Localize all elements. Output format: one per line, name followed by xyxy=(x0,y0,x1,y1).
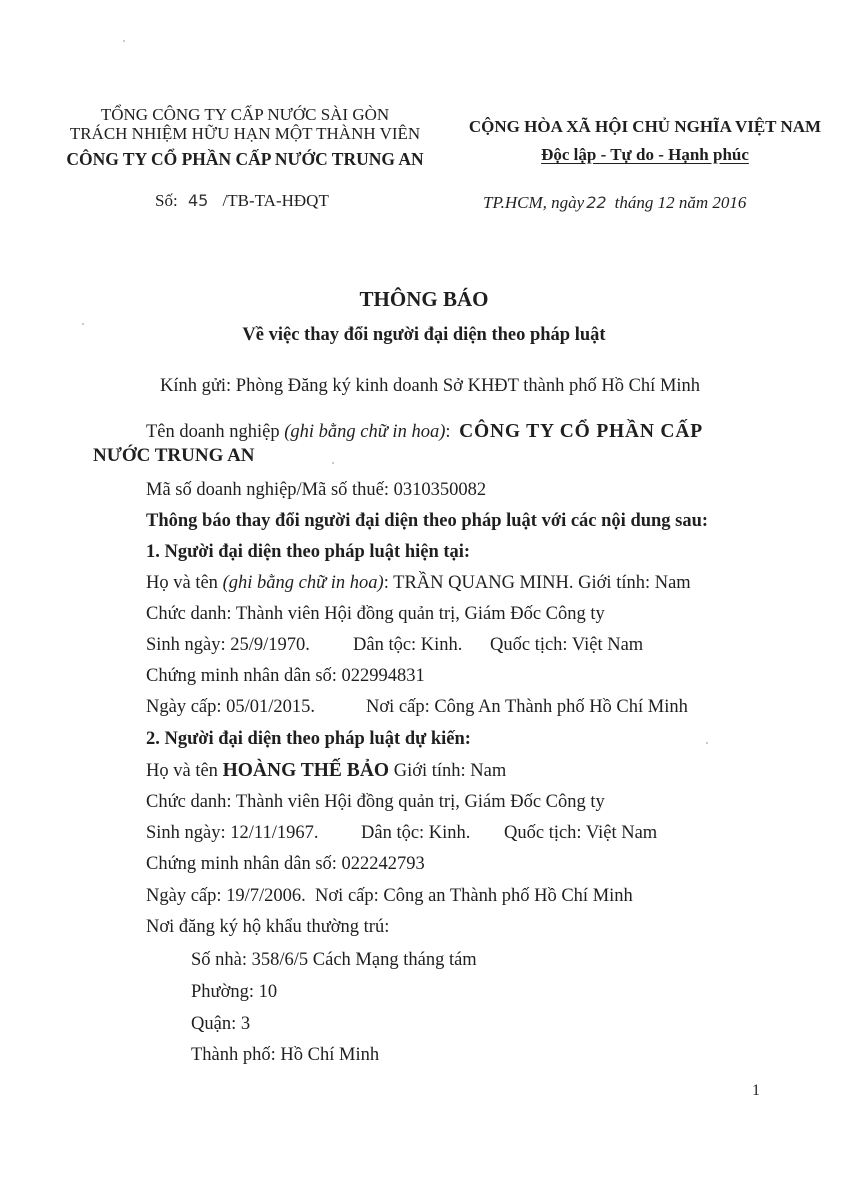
scan-speck xyxy=(332,462,334,464)
proposed-rep-id-number: Chứng minh nhân dân số: 022242793 xyxy=(146,854,425,874)
company-label: Tên doanh nghiệp xyxy=(146,422,280,442)
proposed-rep-residence-label: Nơi đăng ký hộ khẩu thường trú: xyxy=(146,917,390,937)
company-name-line xyxy=(146,420,703,444)
document-number-prefix: Số: xyxy=(155,191,178,210)
scan-speck xyxy=(82,323,84,325)
agency-parent-name: TỔNG CÔNG TY CẤP NƯỚC SÀI GÒN xyxy=(100,105,390,124)
national-title: CỘNG HÒA XÃ HỘI CHỦ NGHĨA VIỆT NAM xyxy=(468,117,822,136)
scan-speck xyxy=(706,742,708,744)
proposed-rep-house: Số nhà: 358/6/5 Cách Mạng tháng tám xyxy=(191,950,477,970)
proposed-rep-nationality: Quốc tịch: Việt Nam xyxy=(504,823,658,843)
date-suffix: tháng 12 năm 2016 xyxy=(614,193,747,212)
document-number xyxy=(155,191,329,211)
current-rep-issue-place: Nơi cấp: Công An Thành phố Hồ Chí Minh xyxy=(366,697,688,717)
agency-type: TRÁCH NHIỆM HỮU HẠN MỘT THÀNH VIÊN xyxy=(69,124,421,143)
proposed-rep-name-line xyxy=(146,759,506,783)
current-rep-id-number: Chứng minh nhân dân số: 022994831 xyxy=(146,666,425,686)
document-number-value: 45 xyxy=(187,191,209,210)
date-day-handwritten: 22 xyxy=(586,193,607,212)
scan-speck xyxy=(123,40,125,42)
document-title: THÔNG BÁO xyxy=(359,287,489,311)
current-rep-position: Chức danh: Thành viên Hội đồng quản trị, Giám Đốc Công ty xyxy=(146,604,605,624)
current-rep-name-note: (ghi bằng chữ in hoa) xyxy=(222,573,384,593)
page-number: 1 xyxy=(752,1082,760,1099)
proposed-rep-heading: 2. Người đại diện theo pháp luật dự kiến: xyxy=(146,729,471,749)
proposed-rep-ward: Phường: 10 xyxy=(191,982,278,1002)
document-subtitle: Về việc thay đổi người đại diện theo pháp luật xyxy=(242,325,606,345)
current-rep-issue-date: Ngày cấp: 05/01/2015. xyxy=(146,697,316,717)
proposed-rep-name-label: Họ và tên xyxy=(146,761,223,781)
current-rep-name-value: : TRẦN QUANG MINH. Giới tính: Nam xyxy=(383,573,691,593)
notice-heading: Thông báo thay đổi người đại diện theo pháp luật với các nội dung sau: xyxy=(146,511,709,531)
date-prefix: TP.HCM, ngày xyxy=(483,193,585,212)
proposed-rep-dob: Sinh ngày: 12/11/1967. xyxy=(146,823,319,843)
proposed-rep-issue-line: Ngày cấp: 19/7/2006. Nơi cấp: Công an Thành phố Hồ Chí Minh xyxy=(146,886,633,906)
current-rep-dob: Sinh ngày: 25/9/1970. xyxy=(146,635,310,655)
company-colon: : xyxy=(445,422,451,442)
document-number-suffix: /TB-TA-HĐQT xyxy=(222,191,329,210)
current-rep-name-line xyxy=(146,571,691,595)
current-rep-ethnicity: Dân tộc: Kinh. xyxy=(353,635,463,655)
company-label-note: (ghi bằng chữ in hoa) xyxy=(284,422,446,442)
national-motto: Độc lập - Tự do - Hạnh phúc xyxy=(541,145,749,164)
current-rep-nationality: Quốc tịch: Việt Nam xyxy=(490,635,644,655)
proposed-rep-district: Quận: 3 xyxy=(191,1014,251,1034)
tax-code-line: Mã số doanh nghiệp/Mã số thuế: 0310350082 xyxy=(146,480,487,500)
company-name-part1: CÔNG TY CỔ PHẦN CẤP xyxy=(459,421,703,442)
proposed-rep-gender: Giới tính: Nam xyxy=(389,761,507,781)
company-name-header: CÔNG TY CỔ PHẦN CẤP NƯỚC TRUNG AN xyxy=(66,149,424,169)
proposed-rep-ethnicity: Dân tộc: Kinh. xyxy=(361,823,471,843)
proposed-rep-name-value: HOÀNG THẾ BẢO xyxy=(222,760,390,781)
current-rep-heading: 1. Người đại diện theo pháp luật hiện tại: xyxy=(146,542,471,562)
recipient-line: Kính gửi: Phòng Đăng ký kinh doanh Sở KHĐT thành phố Hồ Chí Minh xyxy=(160,376,701,396)
proposed-rep-city: Thành phố: Hồ Chí Minh xyxy=(191,1045,380,1065)
company-name-part2: NƯỚC TRUNG AN xyxy=(93,445,255,466)
document-date xyxy=(483,193,746,213)
current-rep-name-label: Họ và tên xyxy=(146,573,223,593)
proposed-rep-position: Chức danh: Thành viên Hội đồng quản trị, Giám Đốc Công ty xyxy=(146,792,605,812)
